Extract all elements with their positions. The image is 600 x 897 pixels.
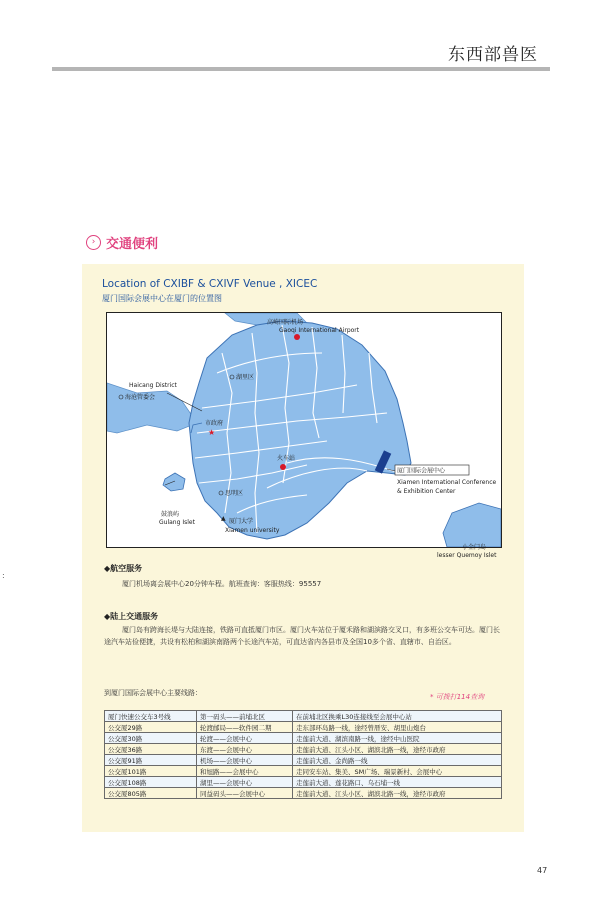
route-terminals-cell: 和旭路——会展中心 [197, 766, 293, 777]
route-terminals-cell: 轮渡邮局——软件园二期 [197, 722, 293, 733]
map-title-chinese: 厦门国际会展中心在厦门的位置图 [102, 294, 222, 303]
routes-note: * 可拨打114查询 [430, 693, 485, 701]
location-map [106, 312, 502, 548]
route-terminals-cell: 第一码头——前埔北区 [197, 711, 293, 722]
quemoy-label-cn: 小金门岛 [462, 544, 487, 551]
university-label-en: Xiamen university [225, 527, 280, 534]
airport-label-cn: 高崎国际机场 [267, 319, 304, 326]
haicang-label-en: Haicang District [129, 382, 177, 389]
magazine-title: 东西部兽医 [448, 45, 538, 65]
map-graphic [107, 313, 501, 547]
route-terminals-cell: 湖里——会展中心 [197, 777, 293, 788]
land-service-heading: ◆陆上交通服务 [104, 612, 159, 621]
table-row [105, 788, 502, 799]
route-name-cell: 公交厦805路 [105, 788, 197, 799]
route-name-cell: 公交厦36路 [105, 744, 197, 755]
city-hall-label: 市政府 [205, 420, 224, 427]
airport-label-en: Gaoqi International Airport [279, 327, 360, 334]
route-name-cell: 公交厦91路 [105, 755, 197, 766]
venue-label-en-1: Xiamen International Conference [397, 479, 497, 486]
route-path-cell: 走同安车站、集美、SM广场、瑞景新村、会展中心 [293, 766, 502, 777]
route-name-cell: 公交厦29路 [105, 722, 197, 733]
haicang-label-cn: 海沧管委会 [125, 394, 156, 401]
route-path-cell: 走莲前大道、湖滨南路一线，途经中山医院 [293, 733, 502, 744]
edge-mark: : [2, 571, 5, 580]
route-name-cell: 厦门快速公交车3号线 [105, 711, 197, 722]
railway-station-label: 火车站 [277, 455, 296, 462]
table-row [105, 744, 502, 755]
page-number: 47 [537, 866, 548, 875]
section-title: 交通便利 [106, 237, 159, 252]
huli-label: 湖里区 [236, 374, 255, 381]
university-icon: ▲ [221, 515, 226, 522]
air-service-text: 厦门机场离会展中心20分钟车程。航班查询：客服热线：95557 [122, 580, 322, 588]
railway-station-marker [280, 464, 286, 470]
route-path-cell: 走莲前大道、江头小区、湖滨北路一线，途经市政府 [293, 788, 502, 799]
quemoy-islet [443, 503, 501, 547]
air-service-heading: ◆航空服务 [104, 564, 143, 573]
route-name-cell: 公交厦30路 [105, 733, 197, 744]
land-service-text: 厦门岛有跨海长堤与大陆连接，铁路可直抵厦门市区。厦门火车站位于厦禾路和湖滨路交叉口，有多班公交车可达。厦门长途汽车站俭便捷，共设有松柏和湖滨南路两个长途汽车站，可直达省内各县市及全国10多个省、直辖市、自治区。 [104, 626, 500, 646]
university-label-cn: 厦门大学 [229, 518, 254, 525]
table-row [105, 722, 502, 733]
routes-table [104, 710, 502, 799]
route-path-cell: 走莲前大道、金尚路一线 [293, 755, 502, 766]
route-terminals-cell: 机场——会展中心 [197, 755, 293, 766]
venue-label-en-2: & Exhibition Center [397, 488, 456, 495]
gulang-label-en: Gulang Islet [159, 519, 195, 526]
venue-label-cn: 厦门国际会展中心 [397, 467, 446, 475]
gulang-islet [163, 473, 185, 491]
route-terminals-cell: 同益码头——会展中心 [197, 788, 293, 799]
route-name-cell: 公交厦108路 [105, 777, 197, 788]
routes-title: 到厦门国际会展中心主要线路： [104, 689, 202, 697]
city-hall-star-icon: ★ [208, 428, 216, 437]
map-title-english: Location of CXIBF & CXIVF Venue , XICEC [102, 278, 318, 290]
table-row [105, 755, 502, 766]
table-row [105, 711, 502, 722]
route-path-cell: 走莲前大道、莲花路口、乌石埔一线 [293, 777, 502, 788]
route-terminals-cell: 东渡——会展中心 [197, 744, 293, 755]
table-row [105, 766, 502, 777]
section-heading [86, 233, 158, 252]
airport-marker [294, 334, 300, 340]
route-name-cell: 公交厦101路 [105, 766, 197, 777]
mainland-left [107, 383, 197, 433]
table-row [105, 777, 502, 788]
route-path-cell: 走东部环岛路一线，途经曾厝安、胡里山炮台 [293, 722, 502, 733]
table-row [105, 733, 502, 744]
gulang-label-cn: 鼓浪屿 [161, 511, 180, 518]
chevron-circle-icon: › [86, 235, 101, 250]
siming-district-label: 思明区 [225, 490, 244, 497]
route-path-cell: 走莲前大道、江头小区、湖滨北路一线，途经市政府 [293, 744, 502, 755]
route-terminals-cell: 轮渡——会展中心 [197, 733, 293, 744]
route-path-cell: 在前埔北区换乘L30连接线至会展中心站 [293, 711, 502, 722]
header-rule [52, 67, 550, 71]
quemoy-label-en: lesser Quemoy Islet [437, 552, 497, 559]
